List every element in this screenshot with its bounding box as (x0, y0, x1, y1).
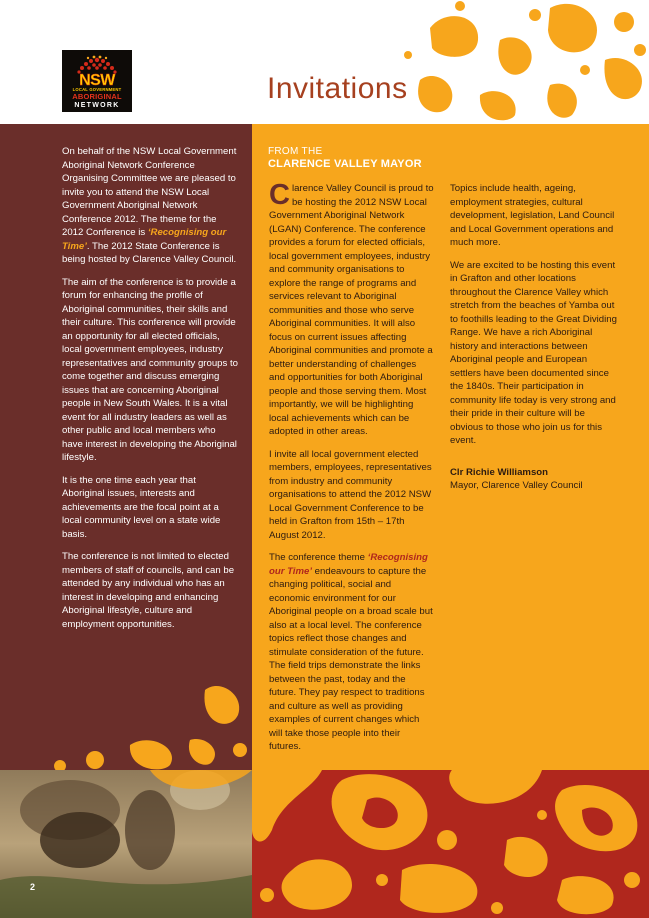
left-dot-art (0, 640, 252, 770)
dancers-photo (0, 770, 252, 918)
intro-p1-after: . The 2012 State Conference is being hosted by Clarence Valley Council. (62, 240, 237, 265)
drop-cap: C (269, 179, 290, 211)
logo-local-government-text: LOCAL GOVERNMENT (72, 87, 122, 92)
signature-title: Mayor, Clarence Valley Council (450, 480, 583, 491)
intro-p1-text: On behalf of the NSW Local Government Aboriginal Network Conference Organising Committee we are pleased to invite you to attend the NSW Local Government Aboriginal Network Conference 2012. The theme for the 2012 Conference is (62, 146, 237, 238)
mayor-text-column-1 (269, 179, 434, 763)
nsw-lgan-logo (62, 50, 132, 112)
mayor-paragraph-3 (269, 551, 434, 754)
logo-nsw-text: NSW (79, 72, 115, 89)
intro-paragraph-3: It is the one time each year that Aboriginal issues, interests and achievements are the focal point at a local community level on a state wide basis. (62, 474, 221, 540)
mayor-paragraph-4: Topics include health, ageing, employment strategies, cultural development, legislation, Land Council and Local Government operations and much more. (450, 183, 615, 248)
mayor-text-column-2 (450, 182, 617, 493)
intro-theme-text: ‘Recognising our Time’ (62, 227, 227, 252)
page-title: Invitations (267, 72, 408, 105)
mayor-p3-before: The conference theme (269, 552, 368, 563)
photo-illustration (0, 770, 252, 918)
logo-network-text: NETWORK (74, 102, 120, 109)
dot-art-top (400, 0, 649, 124)
from-the-label: FROM THE (268, 146, 323, 157)
page-number: 2 (30, 882, 36, 892)
intro-text (62, 145, 238, 640)
mayor-heading: CLARENCE VALLEY MAYOR (268, 158, 422, 170)
mayor-paragraph-1 (269, 179, 434, 439)
pattern-art (252, 770, 649, 918)
mayor-p3-after: endeavours to capture the changing political, social and economic environment for our Aboriginal people on a broad scale but also at a local level. The conference topics reflect those changes and stimulate consideration of the future. The field trips demonstrate the links between the past, today and the future. They pay respect to traditions and culture as well as providing examples of current changes which will take those people into their futures. (269, 565, 433, 752)
mayor-paragraph-2: I invite all local government elected members, employees, representatives from industry and community organisations to attend the 2012 NSW Local Government Conference to be held in Grafton from 15th – 17th August 2012. (269, 448, 432, 541)
ochre-pattern (252, 770, 649, 918)
intro-paragraph-1 (62, 145, 238, 267)
mayor-p1-text: larence Valley Council is proud to be hosting the 2012 NSW Local Government Aboriginal Network (LGAN) Conference. The conference provides a forum for elected officials, local government employees, industry and community organisations to explore the range of programs and services relevant to Aboriginal communities and those who serve Aboriginal communities. It will also focus on current issues affecting Aboriginal communities and promote a better understanding of challenges and opportunities for both Aboriginal people and those serving them. Most importantly, we will be highlighting local achievements which can be adopted in other areas. (269, 183, 434, 437)
intro-paragraph-4: The conference is not limited to elected members of staff of councils, and can be attended by any individual who has an interest in developing and enhancing Aboriginal lifestyle, culture and employment opportunities. (62, 551, 235, 630)
mayor-paragraph-5: We are excited to be hosting this event in Grafton and other locations throughout the Clarence Valley which stretch from the beaches of Yamba out to foothills leading to the Great Dividing Range. We have a rich Aboriginal history and interactions between Aboriginal people and European settlers have been documented since the 1840s. Their participation in community life today is very strong and their pride in their culture will be obvious to those who join us for this event. (450, 259, 617, 446)
logo-aboriginal-text: ABORIGINAL (72, 92, 122, 101)
mayor-theme-text: ‘Recognising our Time’ (269, 552, 428, 577)
intro-paragraph-2: The aim of the conference is to provide a forum for enhancing the profile of Aboriginal communities, their skills and their culture. This conference will provide an opportunity for all elected officials, local government employees, industry representatives and community groups to come together and discuss emerging issues that are concerning Aboriginal people in New South Wales. It is a vital event for all industry leaders as well as other public and local members who have interest in developing the Aboriginal lifestyle. (62, 276, 238, 463)
signature-name: Clr Richie Williamson (450, 466, 549, 478)
